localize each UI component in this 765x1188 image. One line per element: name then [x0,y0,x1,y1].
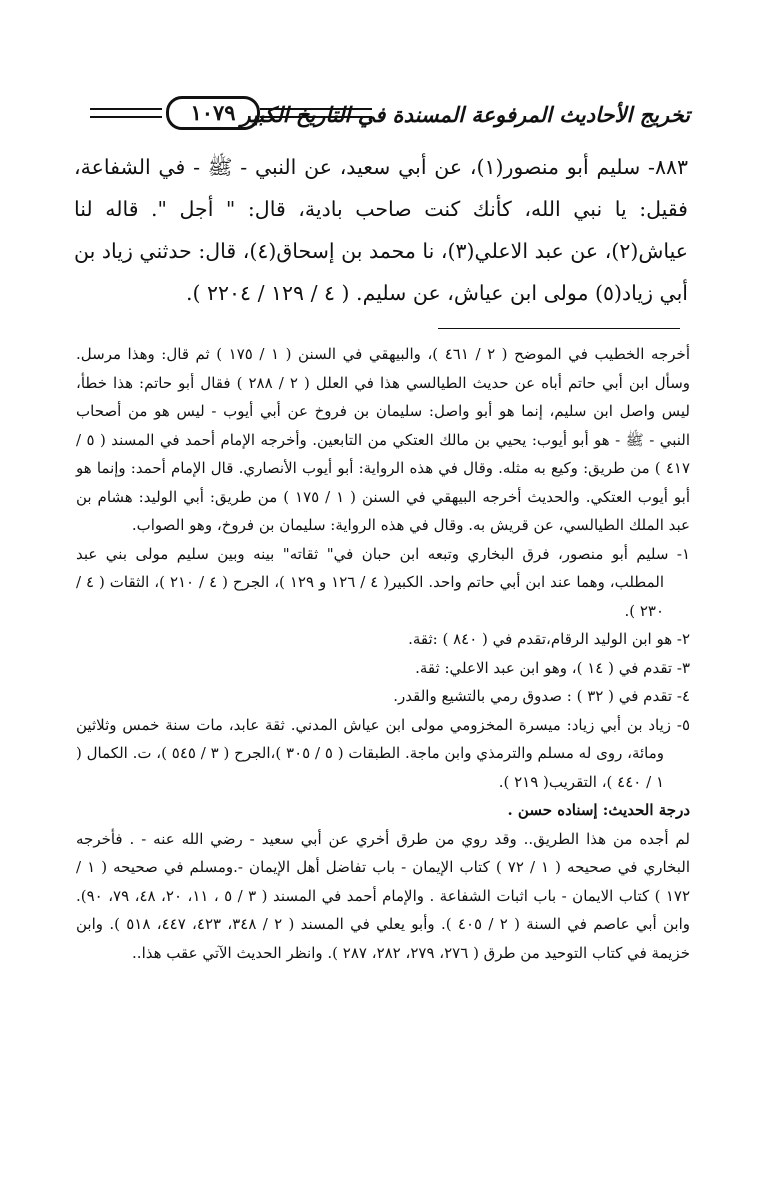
footnote-5: ٥- زياد بن أبي زياد: ميسرة المخزومي مولى ابن عياش المدني. ثقة عابد، مات سنة خمس وثلاثين ومائة، روى له مسلم والترمذي وابن ماجة. الطبقات ( ٥ / ٣٠٥ )،الجرح ( ٣ / ٥٤٥ )، ت. الكمال ( ١ / ٤٤٠ )، التقريب( ٢١٩ ). [76,715,690,791]
footnote-2: ٢- هو ابن الوليد الرقام،تقدم في ( ٨٤٠ ) :ثقة. [408,630,690,648]
header-rule [90,116,162,118]
hadith-paragraph: ٨٨٣- سليم أبو منصور(١)، عن أبي سعيد، عن النبي - ﷺ - في الشفاعة، فقيل: يا نبي الله، كأنك كنت صاحب بادية، قال: " أجل ". قاله لنا عياش(٢)، عن عبد الاعلي(٣)، نا محمد بن إسحاق(٤)، قال: حدثني زياد بن أبي زياد(٥) مولى ابن عياش، عن سليم. ( ٤ / ١٢٩ / ٢٢٠٤ ). [74,155,689,305]
takhrij-paragraph: أخرجه الخطيب في الموضح ( ٢ / ٤٦١ )، والبيهقي في السنن ( ١ / ١٧٥ ) ثم قال: وهذا مرسل. وسأل ابن أبي حاتم أباه عن حديث الطيالسي هذا في العلل ( ٢ / ٢٨٨ ) فقال أبو حاتم: هذا خطأ، ليس واصل ابن سليم، إنما هو أبو واصل: سليمان بن فروخ عن أبي أيوب - ليس هو من أصحاب النبي - ﷺ - هو أبو أيوب: يحيي بن مالك العتكي من التابعين. وأخرجه الإمام أحمد في المسند ( ٥ / ٤١٧ ) من طريق: وكيع به مثله. وقال في هذه الرواية: أبو أيوب الأنصاري. قال الإمام أحمد: وإنما هو أبو أيوب العتكي. والحديث أخرجه البيهقي في السنن ( ١ / ١٧٥ ) من طريق: أبي الوليد: هشام بن عبد الملك الطيالسي، عن قريش به. وقال في هذه الرواية: سليمان بن فروخ، وهو الصواب. [76,345,691,534]
page-header [90,96,690,136]
book-title: تخريج الأحاديث المرفوعة المسندة في التاريخ الكبير [240,102,690,127]
conclusion-paragraph: لم أجده من هذا الطريق.. وقد روي من طرق أخري عن أبي سعيد - رضي الله عنه - . فأخرجه البخاري في صحيحه ( ١ / ٧٢ ) كتاب الإيمان - باب تفاضل أهل الإيمان -.ومسلم في صحيحه ( ١ / ١٧٢ ) كتاب الايمان - باب اثبات الشفاعة . والإمام أحمد في المسند ( ٣ / ٥ ، ١١، ٢٠، ٤٨، ٧٩، ٩٠). وابن أبي عاصم في السنة ( ٢ / ٤٠٥ ). وأبو يعلي في المسند ( ٢ / ٣٤٨، ٤٢٣، ٤٤٧، ٥١٨ ). وابن خزيمة في كتاب التوحيد من طرق ( ٢٧٦، ٢٧٩، ٢٨٢، ٢٨٧ ). وانظر الحديث الآتي عقب هذا.. [76,829,691,962]
footnote-4: ٤- تقدم في ( ٣٢ ) : صدوق رمي بالتشيع والقدر. [393,687,690,705]
footnotes [76,340,690,967]
header-rule [90,108,162,110]
hadith-text [74,146,688,314]
hadith-grade: درجة الحديث: إسناده حسن . [507,801,690,819]
page-number: ١٠٧٩ [166,96,260,130]
footnote-3: ٣- تقدم في ( ١٤ )، وهو ابن عبد الاعلي: ثقة. [415,658,690,677]
footnote-1: ١- سليم أبو منصور، فرق البخاري وتبعه ابن حبان في" ثقاته" بينه وبين سليم مولى بني عبد المطلب، وهما عند ابن أبي حاتم واحد. الكبير( ٤ / ١٢٦ و ١٢٩ )، الجرح ( ٤ / ٢١٠ )، الثقات ( ٤ / ٢٣٠ ). [76,544,690,620]
footnote-divider [438,328,680,329]
